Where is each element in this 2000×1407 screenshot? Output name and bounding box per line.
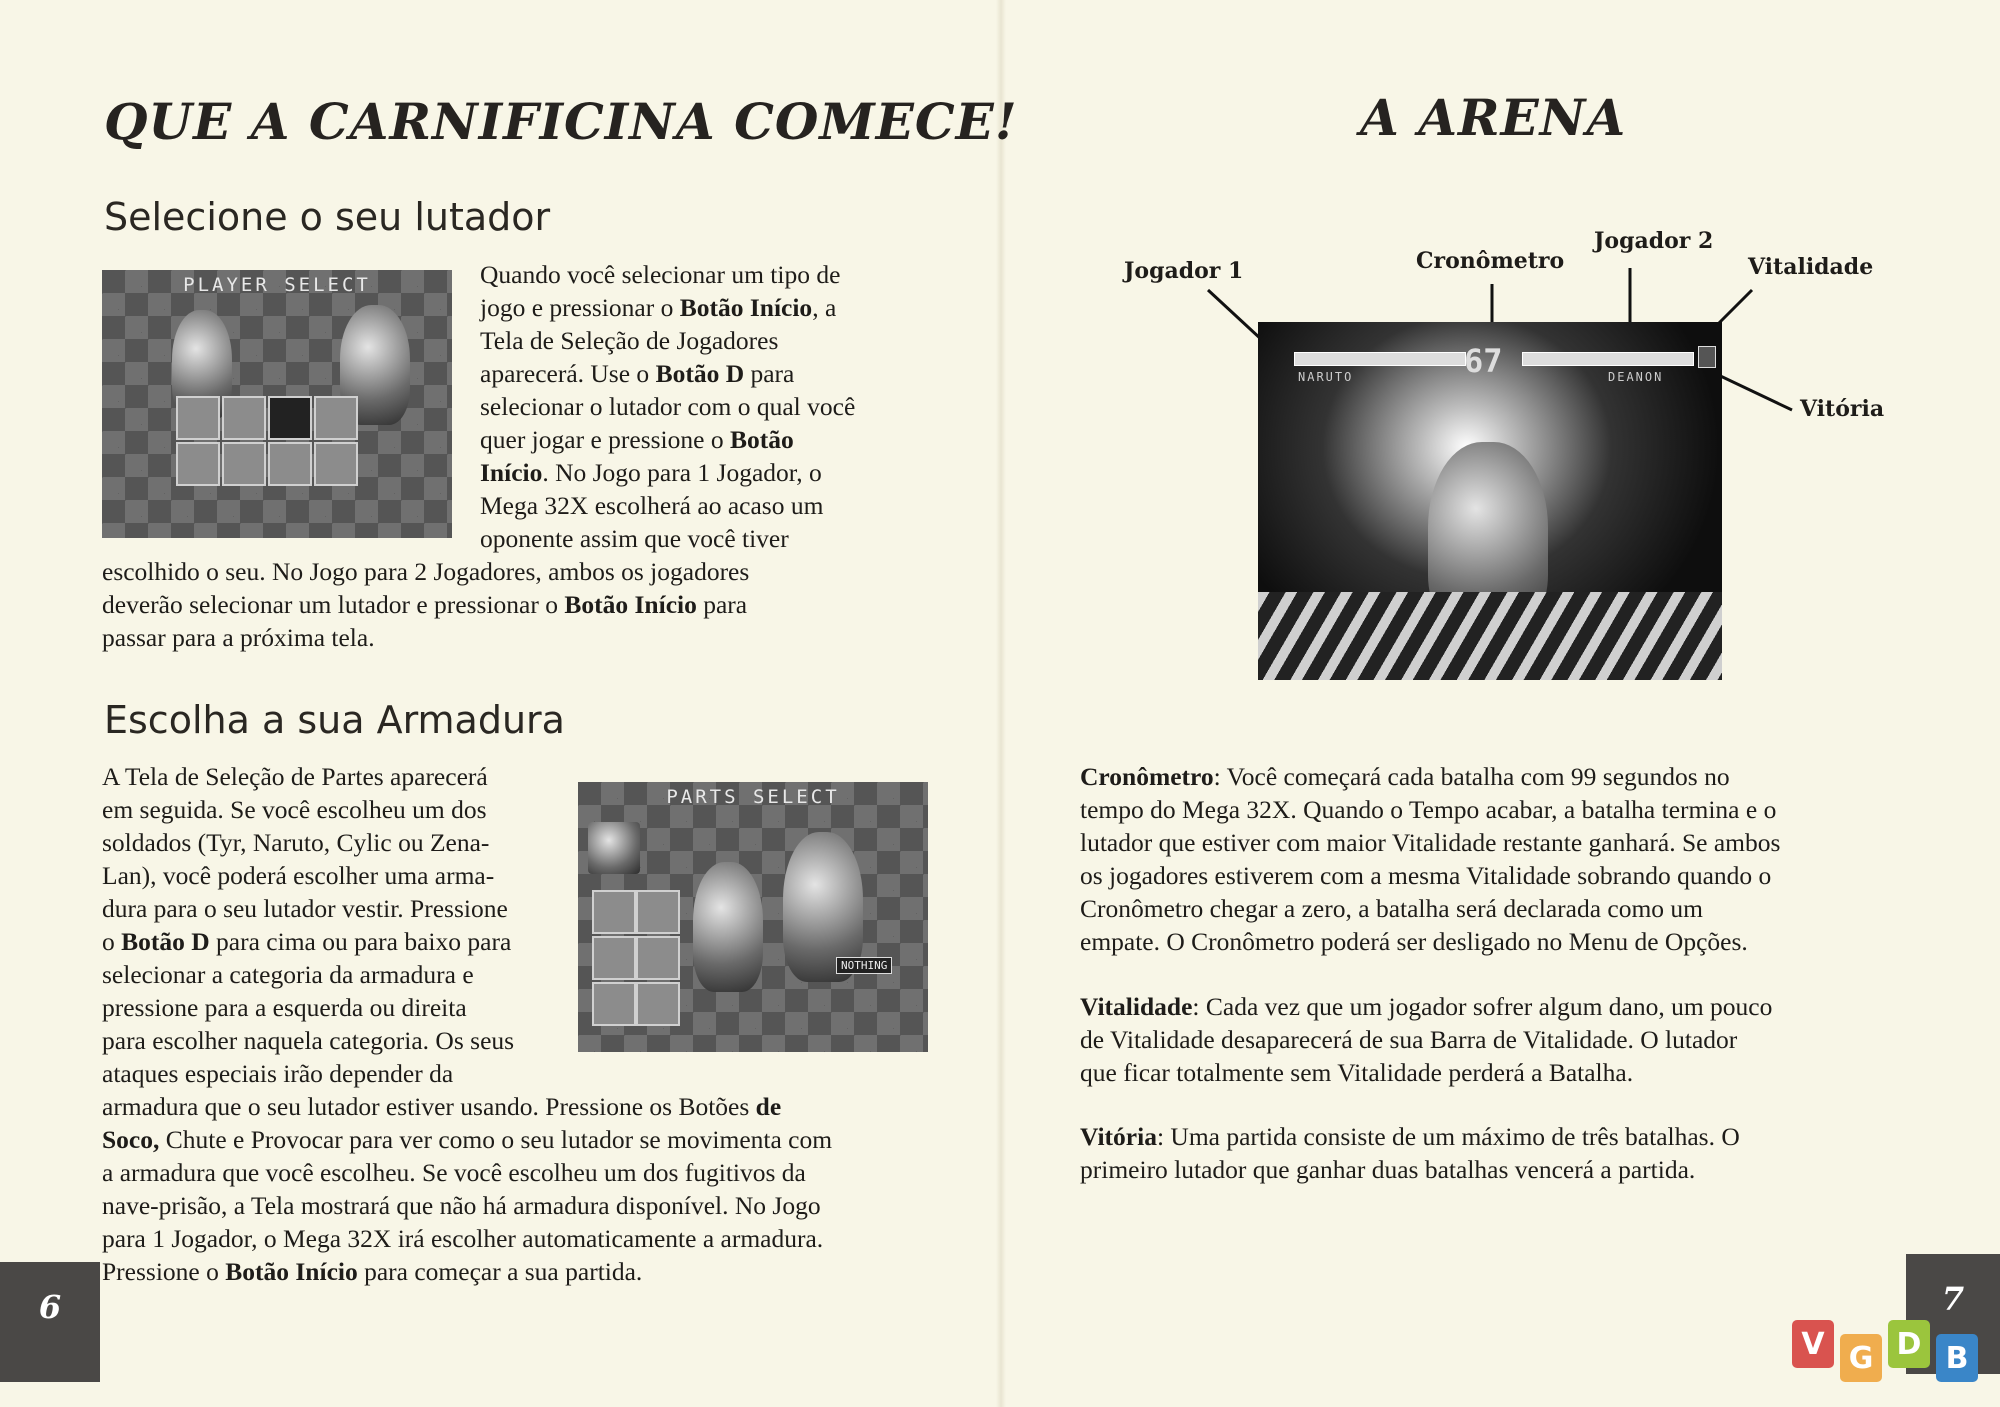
definition-victory: Vitória: Uma partida consiste de um máximo de três batalhas. O primeiro lutador que ganhar duas batalhas vencerá a partida. <box>1080 1122 1740 1184</box>
hud-timer: 67 <box>1464 342 1503 380</box>
callout-victory: Vitória <box>1800 396 1885 422</box>
page-number-left: 6 <box>0 1262 100 1382</box>
hud-player-1-name: NARUTO <box>1298 370 1354 384</box>
arena-screenshot <box>1258 322 1722 680</box>
watermark-letter: B <box>1936 1334 1978 1382</box>
player-1-vitality-bar <box>1294 352 1466 366</box>
hud-player-2-name: DEANON <box>1608 370 1664 384</box>
watermark-letter: G <box>1840 1334 1882 1382</box>
select-fighter-paragraph-bottom: escolhido o seu. No Jogo para 2 Jogadores, ambos os jogadores deverão selecionar um lutador e pressionar o Botão Início para passar para a próxima tela. <box>102 557 750 652</box>
callout-player-2: Jogador 2 <box>1594 228 1714 254</box>
watermark-letter: D <box>1888 1320 1930 1368</box>
section-heading-choose-armor: Escolha a sua Armadura <box>104 698 565 742</box>
callout-player-1: Jogador 1 <box>1124 258 1244 284</box>
callout-vitality: Vitalidade <box>1748 254 1874 280</box>
vgdb-watermark <box>1792 1320 1978 1382</box>
left-page-title: QUE A CARNIFICINA COMECE! <box>104 92 1018 151</box>
player-select-caption: PLAYER SELECT <box>183 274 371 296</box>
arena-floor <box>1258 592 1722 680</box>
watermark-letter: V <box>1792 1320 1834 1368</box>
no-armor-tag: NOTHING <box>836 957 892 974</box>
callout-timer: Cronômetro <box>1416 248 1565 274</box>
definition-vitality: Vitalidade: Cada vez que um jogador sofrer algum dano, um pouco de Vitalidade desaparecerá de sua Barra de Vitalidade. O lutador que ficar totalmente sem Vitalidade perderá a Batalha. <box>1080 992 1773 1087</box>
section-heading-select-fighter: Selecione o seu lutador <box>104 195 551 239</box>
victory-icon <box>1698 346 1716 368</box>
choose-armor-paragraph-bottom: armadura que o seu lutador estiver usando. Pressione os Botões de Soco, Chute e Provocar para ver como o seu lutador se movimenta com a armadura que você escolheu. Se você escolheu um dos fugitivos da nave-prisão, a Tela mostrará que não há armadura disponível. No Jogo para 1 Jogador, o Mega 32X irá escolher automaticamente a armadura. Pressione o Botão Início para começar a sua partida. <box>102 1092 833 1286</box>
select-fighter-paragraph-side: Quando você selecionar um tipo de jogo e pressionar o Botão Início, a Tela de Seleção de Jogadores aparecerá. Use o Botão D para selecionar o lutador com o qual você quer jogar e pressione o Botão Início. No Jogo para 1 Jogador, o Mega 32X escolherá ao acaso um oponente assim que você tiver <box>480 260 856 553</box>
player-2-vitality-bar <box>1522 352 1694 366</box>
right-page-title: A ARENA <box>1360 88 1627 147</box>
definition-timer: Cronômetro: Você começará cada batalha com 99 segundos no tempo do Mega 32X. Quando o Tempo acabar, a batalha termina e o lutador que estiver com maior Vitalidade restante ganhará. Se ambos os jogadores estiverem com a mesma Vitalidade sobrando quando o Cronômetro chegar a zero, a batalha será declarada como um empate. O Cronômetro poderá ser desligado no Menu de Opções. <box>1080 762 1781 956</box>
page-number-right: 7 <box>1906 1254 2000 1374</box>
parts-select-caption: PARTS SELECT <box>666 786 840 808</box>
choose-armor-paragraph-side: A Tela de Seleção de Partes aparecerá em seguida. Se você escolheu um dos soldados (Tyr, Naruto, Cylic ou Zena- Lan), você poderá escolher uma arma- dura para o seu lutador vestir. Pressione o Botão D para cima ou para baixo para selecionar a categoria da armadura e pressione para a esquerda ou direita para escolher naquela categoria. Os seus ataques especiais irão depender da <box>102 762 515 1088</box>
